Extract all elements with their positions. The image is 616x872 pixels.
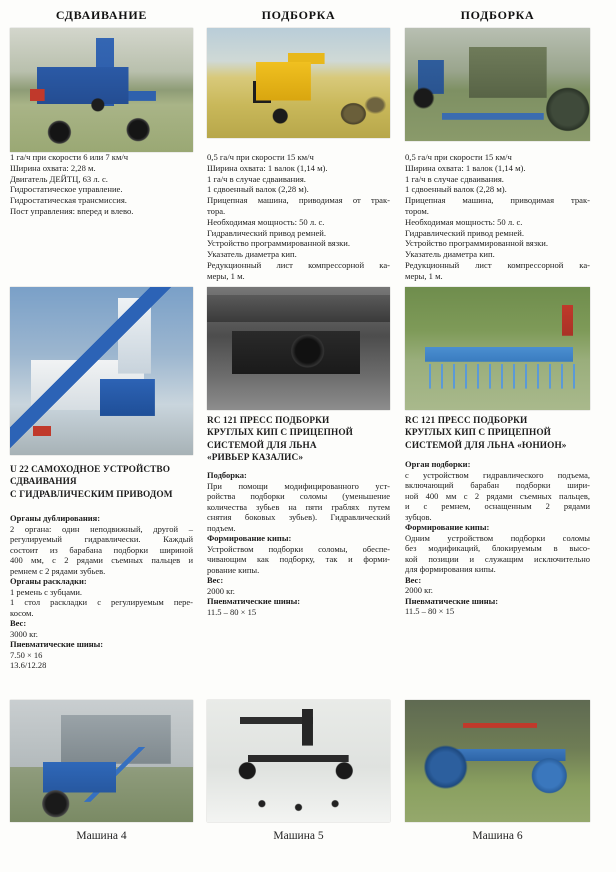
text-line: ройства подборки соломы (уменьшение — [207, 491, 390, 501]
section-body — [207, 544, 390, 576]
text-line: 7.50 × 16 — [10, 649, 43, 660]
photo-rc121-union-pickup — [405, 287, 590, 410]
text-line: ной 400 мм с 2 рядами съемных пальцев, — [405, 490, 590, 501]
section-heading: Пневматические шины: — [405, 595, 499, 606]
section-heading: Вес: — [207, 575, 224, 585]
text-line: Устройством подборки соломы, обеспе- — [207, 543, 390, 554]
section-body — [10, 587, 193, 619]
section-body — [405, 533, 590, 575]
section-heading: Подборка: — [207, 470, 247, 480]
text-line: 1 ремень с зубцами. — [10, 586, 83, 597]
photo-machine-5 — [207, 700, 390, 822]
text-line: При помощи модифицированного уст- — [207, 480, 390, 491]
photo-caption: Машина 4 — [76, 830, 127, 842]
text-line: КРУГЛЫХ КИП С ПРИЦЕПНОЙ — [405, 428, 551, 439]
text-line: Двигатель ДЕЙТЦ, 63 л. с. — [10, 173, 108, 184]
text-line: СИСТЕМОЙ ДЛЯ ЛЬНА «ЮНИОН» — [405, 440, 567, 451]
photo-pickup-baler-green — [405, 28, 590, 141]
text-line: Прицепная машина, приводимая трак- — [405, 195, 590, 206]
text-line: 2 органа: один неподвижный, другой – — [10, 523, 193, 534]
text-line: количества зубьев на пяти граблях путем — [207, 501, 390, 512]
text-line: Гидростатическое управление. — [10, 184, 123, 195]
text-line: 1 га/ч при скорости 6 или 7 км/ч — [10, 152, 129, 162]
photo-machine-4 — [10, 700, 193, 822]
section-body — [10, 524, 193, 577]
text-line: ремнем с 2 рядами зубьев. — [10, 565, 106, 576]
text-line: 2000 кг. — [405, 585, 433, 595]
text-line: кой позиции и служащим исключительно — [405, 553, 590, 564]
text-line: 11.5 – 80 × 15 — [207, 606, 257, 617]
column-header-pickup: ПОДБОРКА — [261, 8, 336, 22]
text-line: и с ремнем, оснащенным 2 рядами — [405, 501, 590, 511]
column-header-pickup: ПОДБОРКА — [460, 8, 535, 22]
text-line: тором. — [405, 205, 429, 216]
text-line: Одним устройством подборки соломы — [405, 532, 590, 543]
section-body — [207, 586, 390, 597]
product-title-rc121-casalis — [207, 415, 390, 464]
u22-description — [10, 513, 193, 671]
pickup-specs — [405, 152, 590, 282]
section-heading: Формирование кипы: — [207, 533, 292, 543]
text-line: КРУГЛЫХ КИП С ПРИЦЕПНОЙ — [207, 428, 353, 439]
text-line: Редукционный лист компрессорной ка- — [405, 259, 590, 270]
text-line: 3000 кг. — [10, 628, 38, 639]
text-line: чивающим как подборку, так и форми- — [207, 554, 390, 564]
text-line: 0,5 га/ч при скорости 15 км/ч — [207, 152, 314, 162]
photo-caption: Машина 6 — [472, 830, 523, 842]
section-body — [10, 650, 193, 671]
section-body — [405, 585, 590, 596]
text-line: Указатель диаметра кип. — [207, 249, 297, 260]
text-line: Необходимая мощность: 50 л. с. — [207, 216, 325, 227]
text-line: Устройство программированной вязки. — [207, 238, 351, 249]
product-title-rc121-union — [405, 415, 590, 452]
photo-caption: Машина 5 — [273, 830, 324, 842]
text-line: регулируемый гидравлически. Каждый — [10, 534, 193, 544]
text-line: 1 га/ч в случае сдваивания. — [405, 173, 504, 184]
rc121-casalis-description — [207, 470, 390, 617]
text-line: без модификаций, блокируемым в высо- — [405, 543, 590, 553]
text-line: Необходимая мощность: 50 л. с. — [405, 216, 523, 227]
text-line: Гидростатическая трансмиссия. — [10, 195, 127, 206]
section-heading: Пневматические шины: — [10, 639, 104, 649]
text-line: Устройство программированной вязки. — [405, 238, 549, 249]
text-line: подъем. — [207, 522, 236, 533]
text-line: Пост управления: вперед и влево. — [10, 205, 134, 216]
text-line: «РИВЬЕР КАЗАЛИС» — [207, 452, 304, 463]
text-line: Ширина охвата: 1 валок (1,14 м). — [405, 162, 526, 173]
text-line: 0,5 га/ч при скорости 15 км/ч — [405, 152, 512, 162]
text-line: 2000 кг. — [207, 585, 235, 596]
text-line: рование кипы. — [207, 564, 260, 575]
section-heading: Формирование кипы: — [405, 522, 490, 532]
text-line: RC 121 ПРЕСС ПОДБОРКИ — [405, 416, 528, 426]
section-heading: Органы дублирования: — [10, 513, 101, 523]
text-line: СИСТЕМОЙ ДЛЯ ЛЬНА — [207, 440, 317, 451]
photo-u22-machine — [10, 287, 193, 455]
text-line: С ГИДРАВЛИЧЕСКИМ ПРИВОДОМ — [10, 489, 173, 500]
section-heading: Вес: — [10, 618, 27, 628]
section-body — [405, 606, 590, 617]
text-line: 11.5 – 80 × 15 — [405, 606, 455, 616]
text-line: 1 сдвоенный валок (2,28 м). — [405, 184, 507, 195]
text-line: СДВАИВАНИЯ — [10, 477, 77, 488]
text-line: меры, 1 м. — [207, 270, 245, 281]
section-body — [207, 481, 390, 534]
doubling-specs — [10, 152, 193, 217]
section-heading: Вес: — [405, 574, 422, 585]
product-title-u22 — [10, 464, 193, 501]
text-line: включающий барабан подборки шири- — [405, 480, 590, 490]
photo-machine-6 — [405, 700, 590, 822]
text-line: Гидравлический привод ремней. — [207, 227, 327, 238]
section-heading: Органы раскладки: — [10, 576, 87, 586]
text-line: 1 стол раскладки с регулируемым пере- — [10, 597, 193, 607]
section-heading: Орган подборки: — [405, 459, 471, 469]
text-line: снятия боковых зубьев). Гидравлический — [207, 512, 390, 522]
column-header-doubling: СДВАИВАНИЕ — [55, 8, 148, 22]
text-line: состоит из барабана подборки шириной — [10, 544, 193, 555]
pickup-specs — [207, 152, 390, 282]
text-line: Ширина охвата: 2,28 м. — [10, 162, 96, 173]
section-heading: Пневматические шины: — [207, 596, 301, 606]
text-line: 1 сдвоенный валок (2,28 м). — [207, 184, 309, 195]
section-body — [405, 470, 590, 523]
text-line: для формирования кипы. — [405, 564, 496, 574]
text-line: Гидравлический привод ремней. — [405, 227, 525, 238]
text-line: U 22 САМОХОДНОЕ УСТРОЙСТВО — [10, 465, 171, 475]
text-line: RC 121 ПРЕСС ПОДБОРКИ — [207, 416, 330, 426]
text-line: Прицепная машина, приводимая от трак- — [207, 195, 390, 206]
text-line: тора. — [207, 205, 226, 216]
section-body — [207, 607, 390, 618]
photo-rc121-riviere-casalis — [207, 287, 390, 410]
section-body — [10, 629, 193, 640]
rc121-union-description — [405, 459, 590, 617]
text-line: с устройством гидравлического подъема, — [405, 469, 590, 480]
text-line: 13.6/12.28 — [10, 660, 47, 670]
text-line: Редукционный лист компрессорной ка- — [207, 259, 390, 270]
text-line: 1 га/ч в случае сдваивания. — [207, 173, 306, 184]
text-line: косом. — [10, 607, 34, 618]
text-line: 400 мм, с 2 рядами съемных пальцев и — [10, 555, 193, 565]
text-line: зубцов. — [405, 511, 432, 522]
photo-pickup-baler-yellow — [207, 28, 390, 138]
text-line: Ширина охвата: 1 валок (1,14 м). — [207, 162, 328, 173]
text-line: Указатель диаметра кип. — [405, 249, 495, 260]
photo-doubling-machine — [10, 28, 193, 152]
text-line: меры, 1 м. — [405, 270, 443, 281]
